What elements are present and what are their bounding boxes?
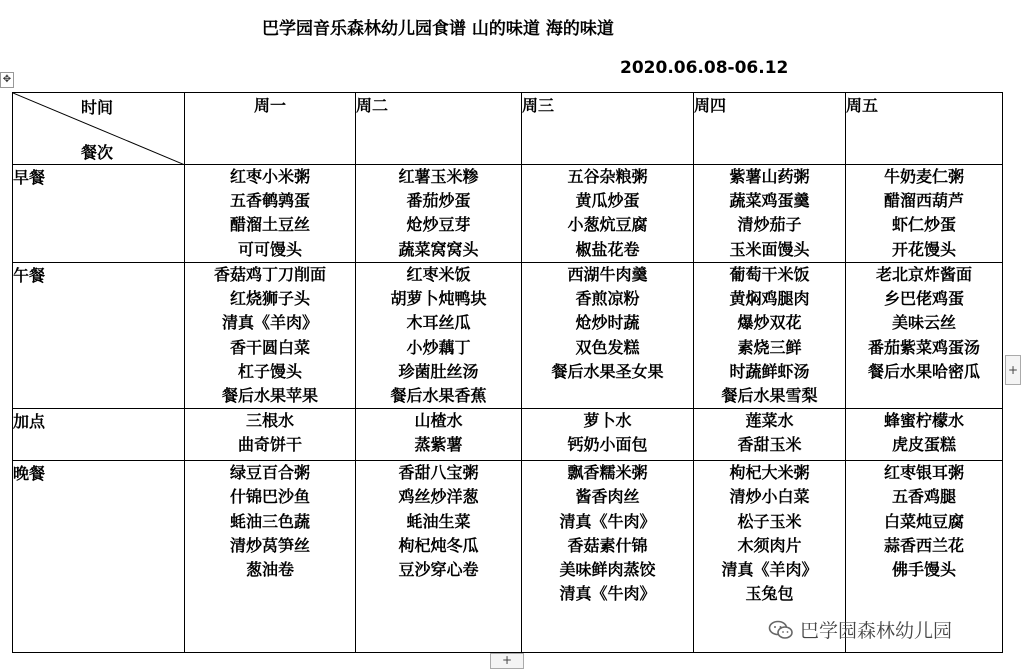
add-row-button[interactable]: +: [490, 653, 524, 669]
meal-label: 加点: [13, 409, 185, 461]
dish-item: 餐后水果香蕉: [390, 386, 487, 406]
dish-item: 西湖牛肉羹: [567, 265, 648, 284]
dish-cell-tue: [356, 165, 522, 263]
dish-item: 曲奇饼干: [237, 435, 302, 455]
dish-item: 小葱炕豆腐: [567, 215, 648, 235]
dish-item: 绿豆百合粥: [229, 463, 310, 483]
meal-label: 晚餐: [13, 461, 185, 653]
dish-item: 葱油卷: [245, 560, 294, 580]
dish-item: 香菇素什锦: [567, 535, 648, 555]
dish-cell-mon: [185, 263, 356, 409]
dish-item: 蚝油生菜: [406, 511, 471, 531]
dish-item: 萝卜水: [583, 411, 632, 431]
dish-item: 餐后水果苹果: [221, 386, 318, 406]
meal-row-snack: [13, 409, 1003, 461]
dish-item: 炝炒豆芽: [406, 215, 471, 235]
dish-cell-fri: [846, 263, 1003, 409]
day-header-mon: 周一: [185, 93, 356, 165]
wechat-icon: [768, 620, 794, 640]
dish-item: 紫薯山药粥: [729, 167, 810, 186]
dish-item: 餐后水果圣女果: [551, 361, 664, 381]
dish-item: 红烧狮子头: [229, 289, 310, 309]
dish-item: 香煎凉粉: [575, 289, 640, 309]
dish-item: 红枣银耳粥: [883, 463, 964, 483]
dish-item: 五香鹌鹑蛋: [229, 191, 310, 211]
day-header-tue: 周二: [356, 93, 522, 165]
dish-cell-tue: [356, 461, 522, 653]
dish-item: 钙奶小面包: [567, 435, 648, 455]
dish-item: 清真《牛肉》: [559, 511, 656, 531]
dish-item: 蔬菜鸡蛋羹: [729, 191, 810, 211]
dish-cell-tue: [356, 409, 522, 461]
dish-item: 清炒茄子: [737, 215, 802, 235]
dish-cell-wed: [522, 263, 694, 409]
dish-cell-mon: [185, 461, 356, 653]
dish-item: 蚝油三色蔬: [229, 511, 310, 531]
dish-item: 红枣小米粥: [229, 167, 310, 186]
meal-label: 早餐: [13, 165, 185, 263]
day-header-fri: 周五: [846, 93, 1003, 165]
dish-item: 餐后水果哈密瓜: [867, 361, 980, 381]
dish-item: 香甜玉米: [737, 435, 802, 455]
dish-item: 山楂水: [414, 411, 463, 431]
dish-item: 飘香糯米粥: [567, 463, 648, 483]
dish-item: 鸡丝炒洋葱: [398, 487, 479, 507]
dish-item: 美味云丝: [891, 313, 956, 333]
dish-item: 炝炒时蔬: [575, 313, 640, 333]
dish-item: 椒盐花卷: [575, 239, 640, 259]
dish-item: 三根水: [245, 411, 294, 431]
dish-item: 牛奶麦仁粥: [883, 167, 964, 186]
dish-cell-thu: [694, 263, 846, 409]
dish-item: 玉米面馒头: [729, 239, 810, 259]
dish-item: 清真《牛肉》: [559, 584, 656, 604]
dish-item: 五香鸡腿: [891, 487, 956, 507]
dish-item: 香干圆白菜: [229, 337, 310, 357]
dish-cell-fri: [846, 165, 1003, 263]
dish-item: 爆炒双花: [737, 313, 802, 333]
dish-cell-thu: [694, 409, 846, 461]
table-move-handle-icon[interactable]: ✥: [0, 72, 14, 88]
dish-item: 木须肉片: [737, 535, 802, 555]
dish-item: 红薯玉米糁: [398, 167, 479, 186]
meal-row-lunch: [13, 263, 1003, 409]
dish-item: 醋溜土豆丝: [229, 215, 310, 235]
dish-item: 素烧三鲜: [737, 337, 802, 357]
dish-item: 黄瓜炒蛋: [575, 191, 640, 211]
day-header-wed: 周三: [522, 93, 694, 165]
dish-cell-wed: [522, 461, 694, 653]
dish-item: 红枣米饭: [406, 265, 471, 284]
watermark-text: 巴学园森林幼儿园: [800, 620, 953, 642]
dish-cell-wed: [522, 409, 694, 461]
dish-item: 可可馒头: [237, 239, 302, 259]
dish-item: 乡巴佬鸡蛋: [883, 289, 964, 309]
dish-item: 开花馒头: [891, 239, 956, 259]
corner-time-label: 时间: [81, 98, 114, 117]
dish-item: 酱香肉丝: [575, 487, 640, 507]
dish-item: 虾仁炒蛋: [891, 215, 956, 235]
dish-item: 老北京炸酱面: [875, 265, 972, 284]
dish-item: 黄焖鸡腿肉: [729, 289, 810, 309]
dish-item: 清真《羊肉》: [721, 560, 818, 580]
dish-item: 蒸紫薯: [414, 435, 463, 455]
meal-label: 午餐: [13, 263, 185, 409]
dish-item: 莲菜水: [745, 411, 794, 431]
dish-item: 珍菌肚丝汤: [398, 361, 479, 381]
dish-item: 小炒藕丁: [406, 337, 471, 357]
dish-item: 枸杞炖冬瓜: [398, 535, 479, 555]
dish-item: 什锦巴沙鱼: [229, 487, 310, 507]
dish-item: 清真《羊肉》: [221, 313, 318, 333]
dish-item: 餐后水果雪梨: [721, 386, 818, 406]
dish-item: 葡萄干米饭: [729, 265, 810, 284]
dish-item: 虎皮蛋糕: [891, 435, 956, 455]
dish-item: 枸杞大米粥: [729, 463, 810, 483]
dish-item: 清炒莴笋丝: [229, 535, 310, 555]
dish-item: 胡萝卜炖鸭块: [390, 289, 487, 309]
dish-item: 蒜香西兰花: [883, 535, 964, 555]
day-header-thu: 周四: [694, 93, 846, 165]
dish-item: 蔬菜窝窝头: [398, 239, 479, 259]
dish-item: 双色发糕: [575, 337, 640, 357]
dish-item: 清炒小白菜: [729, 487, 810, 507]
dish-item: 玉兔包: [745, 584, 794, 604]
dish-cell-tue: [356, 263, 522, 409]
dish-item: 时蔬鲜虾汤: [729, 361, 810, 381]
date-range: 2020.06.08-06.12: [620, 58, 789, 78]
menu-table: [12, 92, 1003, 653]
dish-cell-thu: [694, 165, 846, 263]
corner-cell: [13, 93, 185, 165]
dish-cell-mon: [185, 165, 356, 263]
dish-item: 白菜炖豆腐: [883, 511, 964, 531]
dish-item: 五谷杂粮粥: [567, 167, 648, 186]
dish-item: 杠子馒头: [237, 361, 302, 381]
dish-item: 豆沙穿心卷: [398, 560, 479, 580]
watermark: [768, 616, 952, 643]
dish-item: 木耳丝瓜: [406, 313, 471, 333]
dish-item: 番茄紫菜鸡蛋汤: [867, 337, 980, 357]
dish-item: 松子玉米: [737, 511, 802, 531]
dish-cell-wed: [522, 165, 694, 263]
dish-item: 醋溜西葫芦: [883, 191, 964, 211]
dish-item: 佛手馒头: [891, 560, 956, 580]
corner-meal-label: 餐次: [81, 143, 114, 162]
menu-title: 巴学园音乐森林幼儿园食谱 山的味道 海的味道: [262, 19, 614, 39]
meal-row-breakfast: [13, 165, 1003, 263]
dish-item: 香菇鸡丁刀削面: [213, 265, 326, 284]
dish-cell-mon: [185, 409, 356, 461]
dish-cell-fri: [846, 409, 1003, 461]
header-row: [13, 93, 1003, 165]
dish-item: 美味鲜肉蒸饺: [559, 560, 656, 580]
dish-item: 香甜八宝粥: [398, 463, 479, 483]
dish-item: 蜂蜜柠檬水: [883, 411, 964, 431]
add-column-button[interactable]: +: [1005, 355, 1021, 385]
dish-item: 番茄炒蛋: [406, 191, 471, 211]
